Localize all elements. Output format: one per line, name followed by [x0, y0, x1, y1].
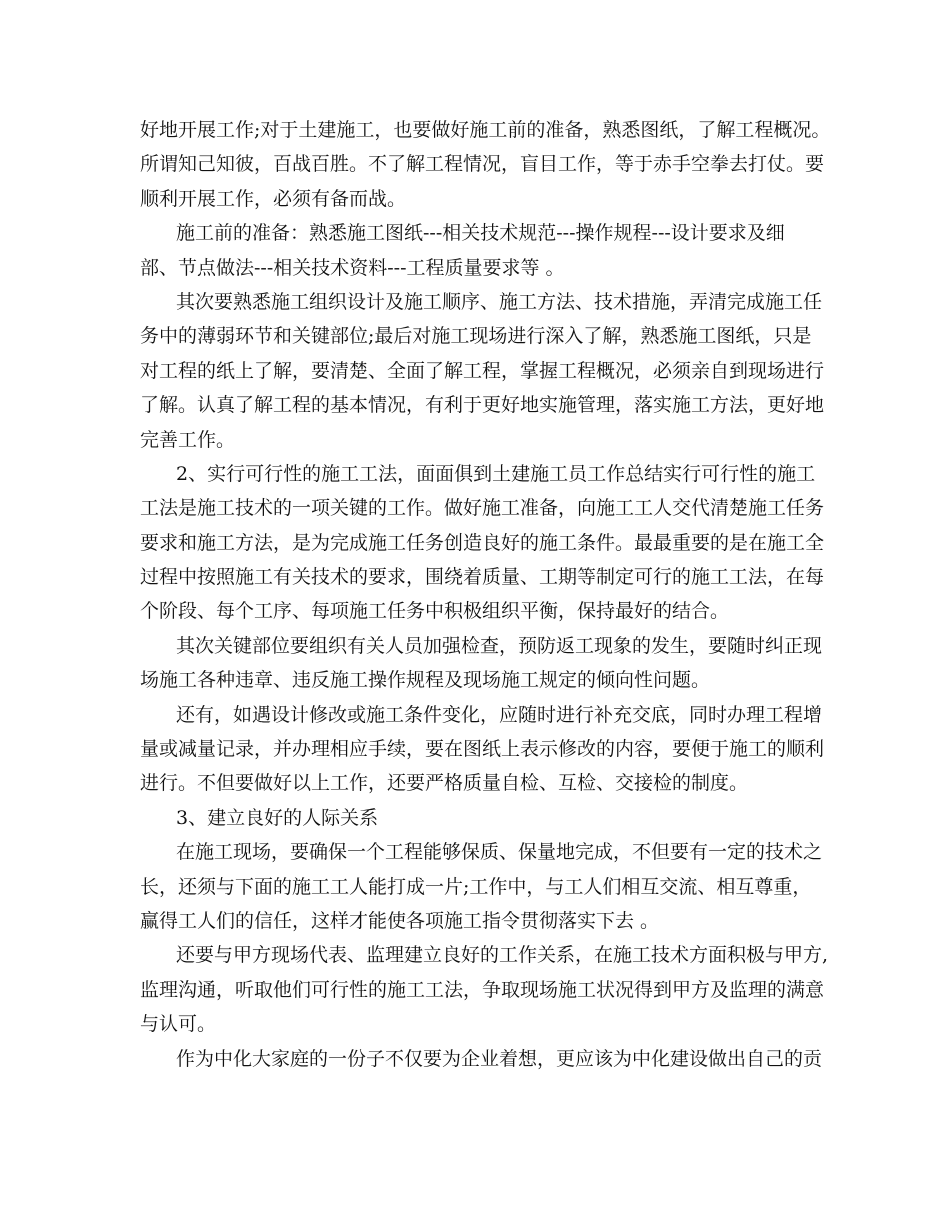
text-line: 在施工现场，要确保一个工程能够保质、保量地完成，不但要有一定的技术之: [176, 841, 823, 864]
text-line: 作为中化大家庭的一份子不仅要为企业着想，更应该为中化建设做出自己的贡: [176, 1047, 823, 1070]
text-line: 过程中按照施工有关技术的要求，围绕着质量、工期等制定可行的施工工法，在每: [140, 566, 825, 589]
text-line: 与认可。: [140, 1013, 217, 1036]
text-line: 完善工作。: [140, 428, 236, 451]
text-line: 还要与甲方现场代表、监理建立良好的工作关系，在施工技术方面积极与甲方,: [176, 944, 829, 967]
text-line: 赢得工人们的信任，这样才能使各项施工指令贯彻落实下去 。: [140, 909, 660, 932]
text-line: 对工程的纸上了解，要清楚、全面了解工程，掌握工程概况，必须亲自到现场进行: [140, 359, 825, 382]
text-line: 长，还须与下面的施工工人能打成一片;工作中，与工人们相互交流、相互尊重，: [140, 875, 812, 898]
text-line: 施工前的准备：熟悉施工图纸---相关技术规范---操作规程---设计要求及细: [176, 222, 785, 245]
text-line: 顺利开展工作，必须有备而战。: [140, 187, 407, 210]
text-line: 所谓知己知彼，百战百胜。不了解工程情况，盲目工作，等于赤手空拳去打仗。要: [140, 153, 825, 176]
text-line: 工法是施工技术的一项关键的工作。做好施工准备，向施工工人交代清楚施工任务: [140, 497, 825, 520]
text-line: 好地开展工作;对于土建施工，也要做好施工前的准备，熟悉图纸，了解工程概况。: [140, 119, 830, 141]
text-line: 个阶段、每个工序、每项施工任务中积极组织平衡，保持最好的结合。: [140, 600, 730, 623]
text-line: 3、建立良好的人际关系: [176, 806, 379, 829]
text-line: 务中的薄弱环节和关键部位;最后对施工现场进行深入了解，熟悉施工图纸，只是: [140, 325, 812, 348]
text-line: 其次要熟悉施工组织设计及施工顺序、施工方法、技术措施，弄清完成施工任: [176, 290, 823, 313]
text-line: 了解。认真了解工程的基本情况，有利于更好地实施管理，落实施工方法，更好地: [140, 394, 825, 417]
text-line: 部、节点做法---相关技术资料---工程质量要求等 。: [140, 256, 565, 279]
text-line: 进行。不但要做好以上工作，还要严格质量自检、互检、交接检的制度。: [140, 772, 749, 795]
text-line: 监理沟通，听取他们可行性的施工工法，争取现场施工状况得到甲方及监理的满意: [140, 978, 825, 1001]
text-line: 量或减量记录，并办理相应手续，要在图纸上表示修改的内容，要便于施工的顺利: [140, 738, 825, 761]
text-line: 其次关键部位要组织有关人员加强检查，预防返工现象的发生，要随时纠正现: [176, 634, 823, 657]
text-line: 要求和施工方法，是为完成施工任务创造良好的施工条件。最最重要的是在施工全: [140, 531, 825, 554]
document-body: [140, 113, 830, 1076]
text-line: 场施工各种违章、违反施工操作规程及现场施工规定的倾向性问题。: [140, 669, 711, 692]
text-line: 还有，如遇设计修改或施工条件变化，应随时进行补充交底，同时办理工程增: [176, 703, 823, 726]
text-line: 2、实行可行性的施工工法，面面俱到土建施工员工作总结实行可行性的施工: [176, 462, 816, 485]
